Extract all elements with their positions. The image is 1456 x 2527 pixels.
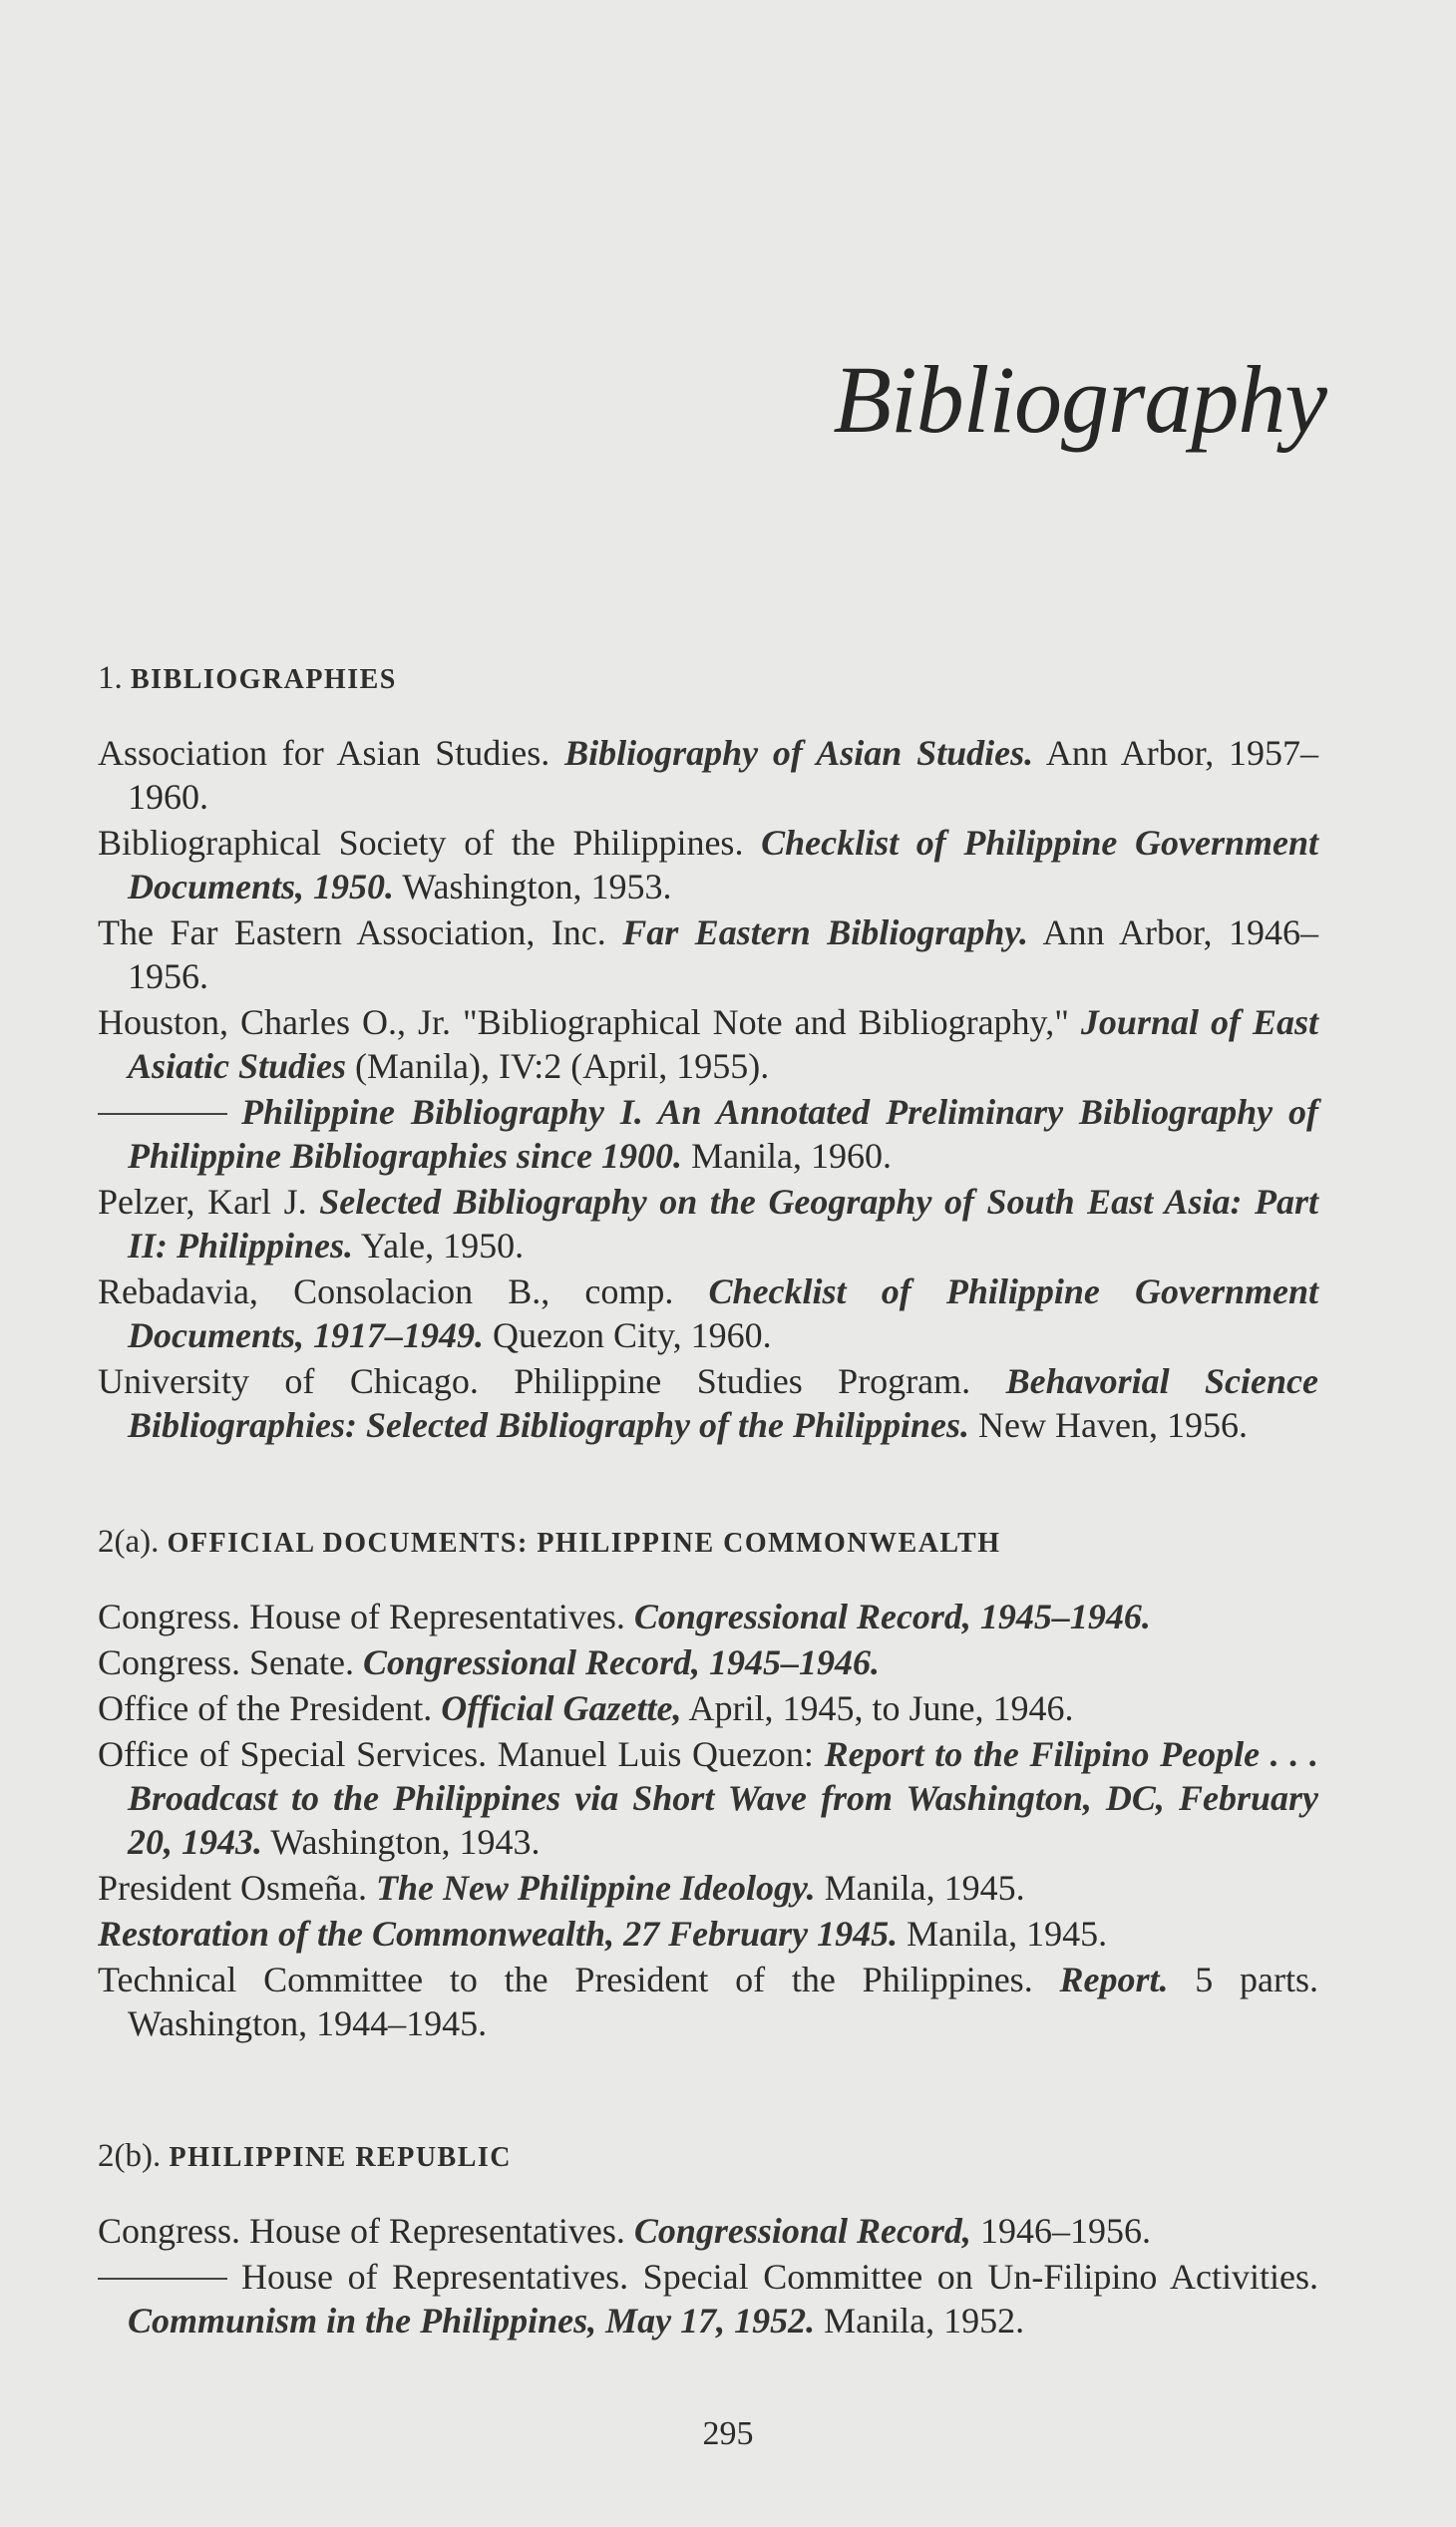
bibliography-entry (98, 910, 1318, 998)
entry-publication: Washington, 1953. (394, 867, 672, 906)
entry-publication: April, 1945, to June, 1946. (681, 1688, 1074, 1728)
section-title: PHILIPPINE REPUBLIC (169, 2142, 513, 2173)
entry-author: Congress. House of Representatives. (98, 1597, 634, 1636)
bibliography-entry (98, 1686, 1318, 1730)
entry-publication: Ann Arbor, 1957–1960. (128, 733, 1319, 817)
entry-title: Congressional Record, 1945–1946. (362, 1642, 881, 1682)
entry-author: President Osmeña. (98, 1868, 376, 1908)
entry-author: The Far Eastern Association, Inc. (98, 912, 623, 952)
entry-author: Bibliographical Society of the Philippines. (98, 823, 762, 863)
entry-title: Checklist of Philippine Government Documents, 1917–1949. (128, 1271, 1318, 1355)
entry-publication: Yale, 1950. (353, 1226, 525, 1265)
bibliography-entry (98, 2209, 1318, 2253)
entry-title: Journal of East Asiatic Studies (128, 1002, 1318, 1086)
entry-publication: Manila, 1945. (815, 1868, 1025, 1908)
entry-publication: Ann Arbor, 1946–1956. (128, 912, 1319, 996)
entry-author: Houston, Charles O., Jr. "Bibliographical Note and Bibliography," (98, 1002, 1081, 1042)
entry-title: The New Philippine Ideology. (375, 1868, 816, 1908)
section-number: 2(a). (98, 1524, 160, 1560)
entry-title: Far Eastern Bibliography. (622, 912, 1028, 952)
entry-author: Rebadavia, Consolacion B., comp. (98, 1271, 709, 1311)
bibliography-entry (98, 1958, 1318, 2045)
entry-title: Bibliography of Asian Studies. (564, 733, 1034, 773)
entry-publication: 5 parts. Washington, 1944–1945. (128, 1960, 1318, 2043)
bibliography-entry (98, 1732, 1318, 1864)
entry-author: Congress. Senate. (98, 1642, 363, 1682)
bibliography-entry (98, 1180, 1318, 1267)
section-heading (98, 1524, 1318, 1561)
chapter-title: Bibliography (833, 346, 1326, 453)
section-title: OFFICIAL DOCUMENTS: PHILIPPINE COMMONWEALTH (167, 1528, 1001, 1559)
entry-publication: Manila, 1945. (898, 1914, 1108, 1954)
bibliography-entry (98, 1000, 1318, 1088)
entry-publication: 1946–1956. (970, 2211, 1151, 2251)
entry-publication: Manila, 1960. (682, 1136, 893, 1176)
bibliography-entry (98, 731, 1318, 819)
bibliography-entry (98, 1090, 1318, 1178)
entry-author: Technical Committee to the President of the Philippines. (98, 1960, 1060, 1999)
bibliography-entry (98, 1359, 1318, 1447)
entry-title: Selected Bibliography on the Geography of South East Asia: Part II: Philippines. (128, 1182, 1319, 1265)
entry-author: University of Chicago. Philippine Studies Program. (98, 1361, 1006, 1401)
section-commonwealth-documents (98, 1524, 1318, 2047)
entry-title: Restoration of the Commonwealth, 27 February 1945. (98, 1914, 899, 1954)
page-number: 295 (702, 2415, 754, 2452)
entry-author: Office of the President. (98, 1688, 442, 1728)
entry-title: Congressional Record, 1945–1946. (633, 1597, 1151, 1636)
entry-title: Report to the Filipino People . . . Broadcast to the Philippines via Short Wave from Washington, DC, February 20, 1943. (128, 1734, 1318, 1862)
entry-author: House of Representatives. Special Committee on Un-Filipino Activities. (241, 2257, 1318, 2297)
entry-title: Official Gazette, (441, 1688, 682, 1728)
entry-title: Behavorial Science Bibliographies: Selected Bibliography of the Philippines. (128, 1361, 1318, 1445)
ditto-dash (98, 2278, 227, 2280)
section-number: 1. (98, 660, 123, 696)
entry-title: Philippine Bibliography I. An Annotated Preliminary Bibliography of Philippine Bibliographies since 1900. (128, 1092, 1318, 1176)
bibliography-entry (98, 1269, 1318, 1357)
section-title: BIBLIOGRAPHIES (131, 664, 397, 695)
entry-publication: Manila, 1952. (815, 2301, 1025, 2341)
entry-author: Congress. House of Representatives. (98, 2211, 634, 2251)
bibliography-entry (98, 1912, 1318, 1956)
entry-publication: New Haven, 1956. (969, 1405, 1248, 1445)
entry-publication: Washington, 1943. (262, 1822, 541, 1862)
bibliography-entry (98, 1595, 1318, 1638)
entry-publication: (Manila), IV:2 (April, 1955). (346, 1046, 770, 1086)
bibliography-entry (98, 1640, 1318, 1684)
entry-title: Congressional Record, (633, 2211, 971, 2251)
section-bibliographies (98, 660, 1318, 1449)
section-heading (98, 660, 1318, 697)
bibliography-entry (98, 2255, 1318, 2343)
entry-title: Checklist of Philippine Government Documents, 1950. (128, 823, 1318, 906)
section-heading (98, 2138, 1318, 2175)
entry-author: Association for Asian Studies. (98, 733, 565, 773)
entry-publication: Quezon City, 1960. (484, 1315, 772, 1355)
section-number: 2(b). (98, 2138, 162, 2174)
bibliography-entry (98, 821, 1318, 908)
entry-title: Communism in the Philippines, May 17, 1952. (128, 2301, 816, 2341)
entry-title: Report. (1059, 1960, 1169, 1999)
bibliography-entry (98, 1866, 1318, 1910)
entry-author: Office of Special Services. Manuel Luis Quezon: (98, 1734, 825, 1774)
section-philippine-republic (98, 2138, 1318, 2345)
ditto-dash (98, 1113, 227, 1115)
entry-author: Pelzer, Karl J. (98, 1182, 320, 1222)
